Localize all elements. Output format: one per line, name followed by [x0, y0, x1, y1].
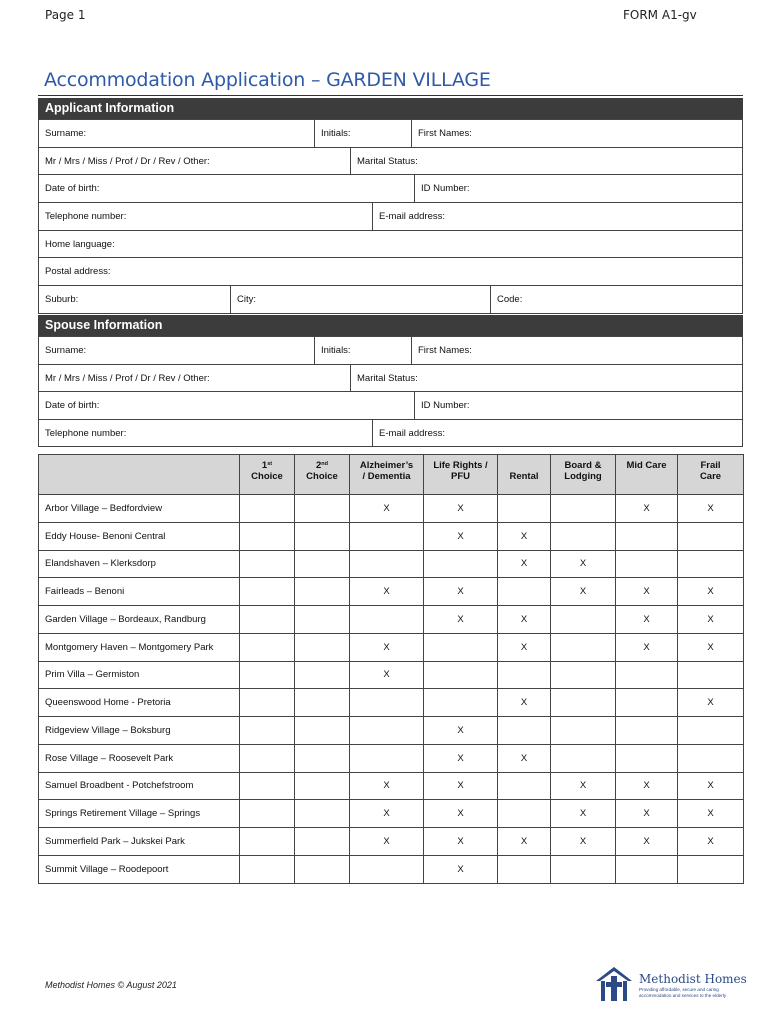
- alzheimers-cell: X: [350, 495, 424, 523]
- second-choice-cell[interactable]: [295, 633, 350, 661]
- table-row: [39, 689, 744, 717]
- village-name: Rose Village – Roosevelt Park: [39, 744, 240, 772]
- first-choice-cell[interactable]: [240, 606, 295, 634]
- spouse-dob-field[interactable]: Date of birth:: [45, 400, 100, 411]
- first-choice-header: 1st Choice: [240, 455, 295, 495]
- frail-care-cell: X: [678, 578, 744, 606]
- first-choice-cell[interactable]: [240, 578, 295, 606]
- second-choice-cell[interactable]: [295, 828, 350, 856]
- first-choice-cell[interactable]: [240, 855, 295, 883]
- applicant-id-number-field[interactable]: ID Number:: [414, 175, 742, 202]
- alzheimers-cell: [350, 855, 424, 883]
- mid-care-cell: [616, 744, 678, 772]
- rental-cell: [498, 772, 551, 800]
- board-lodging-header: Board & Lodging: [551, 455, 616, 495]
- mid-care-cell: X: [616, 578, 678, 606]
- village-name: Arbor Village – Bedfordview: [39, 495, 240, 523]
- life-rights-cell: X: [424, 606, 498, 634]
- frail-care-cell: [678, 550, 744, 578]
- rental-cell: X: [498, 633, 551, 661]
- alzheimers-cell: X: [350, 800, 424, 828]
- frail-care-cell: X: [678, 828, 744, 856]
- applicant-row-dob: [39, 174, 742, 202]
- life-rights-cell: [424, 550, 498, 578]
- applicant-form: [38, 119, 743, 314]
- mid-care-cell: X: [616, 606, 678, 634]
- life-rights-cell: X: [424, 800, 498, 828]
- applicant-first-names-field[interactable]: First Names:: [411, 120, 742, 147]
- mid-care-cell: [616, 550, 678, 578]
- alzheimers-cell: [350, 689, 424, 717]
- life-rights-cell: X: [424, 772, 498, 800]
- logo-tagline: Providing affordable, secure and caring accommodation and services to the elderly: [639, 987, 727, 998]
- life-rights-cell: X: [424, 744, 498, 772]
- board-lodging-cell: [551, 661, 616, 689]
- alzheimers-cell: X: [350, 772, 424, 800]
- table-row: [39, 717, 744, 745]
- alzheimers-cell: [350, 550, 424, 578]
- first-choice-cell[interactable]: [240, 800, 295, 828]
- spouse-title-field[interactable]: Mr / Mrs / Miss / Prof / Dr / Rev / Other:: [45, 372, 210, 384]
- board-lodging-cell: [551, 855, 616, 883]
- spouse-email-field[interactable]: E-mail address:: [372, 420, 742, 447]
- rental-cell: X: [498, 689, 551, 717]
- mid-care-cell: X: [616, 495, 678, 523]
- life-rights-cell: X: [424, 717, 498, 745]
- spouse-first-names-field[interactable]: First Names:: [411, 337, 742, 364]
- spouse-id-number-field[interactable]: ID Number:: [414, 392, 742, 419]
- village-name: Fairleads – Benoni: [39, 578, 240, 606]
- rental-cell: [498, 855, 551, 883]
- second-choice-cell[interactable]: [295, 661, 350, 689]
- applicant-initials-field[interactable]: Initials:: [314, 120, 411, 147]
- table-row: [39, 495, 744, 523]
- frail-care-cell: X: [678, 772, 744, 800]
- mid-care-cell: [616, 661, 678, 689]
- frail-care-cell: X: [678, 633, 744, 661]
- applicant-title-field[interactable]: Mr / Mrs / Miss / Prof / Dr / Rev / Other:: [45, 155, 210, 167]
- applicant-city-field[interactable]: City:: [230, 286, 490, 313]
- rental-cell: X: [498, 550, 551, 578]
- applicant-telephone-field[interactable]: Telephone number:: [45, 211, 127, 223]
- village-name: Samuel Broadbent - Potchefstroom: [39, 772, 240, 800]
- rental-cell: X: [498, 606, 551, 634]
- board-lodging-cell: [551, 606, 616, 634]
- footer-copyright: Methodist Homes © August 2021: [45, 980, 177, 990]
- alzheimers-cell: X: [350, 828, 424, 856]
- rental-cell: [498, 578, 551, 606]
- applicant-row-title: [39, 147, 742, 175]
- spouse-surname-field[interactable]: Surname:: [45, 345, 87, 356]
- second-choice-cell[interactable]: [295, 495, 350, 523]
- spouse-row-contact: [39, 419, 742, 447]
- board-lodging-cell: X: [551, 800, 616, 828]
- title-divider: [38, 95, 743, 96]
- board-lodging-cell: [551, 495, 616, 523]
- board-lodging-cell: X: [551, 550, 616, 578]
- alzheimers-cell: X: [350, 633, 424, 661]
- table-row: [39, 550, 744, 578]
- village-name: Summerfield Park – Jukskei Park: [39, 828, 240, 856]
- spouse-row-dob: [39, 391, 742, 419]
- alzheimers-header: Alzheimer’s / Dementia: [350, 455, 424, 495]
- frail-care-cell: X: [678, 689, 744, 717]
- second-choice-cell[interactable]: [295, 855, 350, 883]
- second-choice-cell[interactable]: [295, 772, 350, 800]
- village-name: Garden Village – Bordeaux, Randburg: [39, 606, 240, 634]
- applicant-marital-status-field[interactable]: Marital Status:: [350, 148, 742, 175]
- applicant-dob-field[interactable]: Date of birth:: [45, 183, 100, 195]
- village-name: Elandshaven – Klerksdorp: [39, 550, 240, 578]
- table-row: [39, 744, 744, 772]
- table-row: [39, 633, 744, 661]
- applicant-row-language: [39, 230, 742, 258]
- first-choice-cell[interactable]: [240, 689, 295, 717]
- mid-care-cell: [616, 522, 678, 550]
- village-name: Montgomery Haven – Montgomery Park: [39, 633, 240, 661]
- frail-care-cell: [678, 522, 744, 550]
- second-choice-cell[interactable]: [295, 522, 350, 550]
- life-rights-cell: X: [424, 495, 498, 523]
- applicant-row-locality: [39, 285, 742, 313]
- table-header-row: [39, 455, 744, 495]
- alzheimers-cell: X: [350, 578, 424, 606]
- table-row: [39, 772, 744, 800]
- life-rights-cell: X: [424, 522, 498, 550]
- form-code: FORM A1-gv: [623, 8, 697, 22]
- board-lodging-cell: [551, 689, 616, 717]
- applicant-suburb-field[interactable]: Suburb:: [45, 294, 79, 306]
- spouse-telephone-field[interactable]: Telephone number:: [45, 427, 127, 439]
- village-choice-table: [38, 454, 744, 884]
- applicant-row-contact: [39, 202, 742, 230]
- spouse-row-title: [39, 364, 742, 392]
- first-choice-cell[interactable]: [240, 550, 295, 578]
- applicant-code-field[interactable]: Code:: [490, 286, 742, 313]
- applicant-home-language-field[interactable]: Home language:: [45, 238, 115, 250]
- applicant-section-header: Applicant Information: [38, 98, 743, 119]
- frail-care-cell: [678, 744, 744, 772]
- alzheimers-cell: [350, 522, 424, 550]
- mid-care-cell: [616, 855, 678, 883]
- rental-cell: [498, 800, 551, 828]
- applicant-row-name: [39, 119, 742, 147]
- mid-care-cell: [616, 717, 678, 745]
- rental-cell: [498, 661, 551, 689]
- board-lodging-cell: X: [551, 772, 616, 800]
- village-name: Ridgeview Village – Boksburg: [39, 717, 240, 745]
- board-lodging-cell: [551, 633, 616, 661]
- rental-cell: X: [498, 522, 551, 550]
- village-name: Prim Villa – Germiston: [39, 661, 240, 689]
- second-choice-cell[interactable]: [295, 717, 350, 745]
- table-row: [39, 606, 744, 634]
- life-rights-cell: X: [424, 828, 498, 856]
- board-lodging-cell: [551, 522, 616, 550]
- applicant-email-field[interactable]: E-mail address:: [372, 203, 742, 230]
- rental-cell: [498, 717, 551, 745]
- life-rights-cell: X: [424, 855, 498, 883]
- table-row: [39, 800, 744, 828]
- frail-care-cell: X: [678, 495, 744, 523]
- rental-cell: X: [498, 744, 551, 772]
- life-rights-cell: [424, 689, 498, 717]
- alzheimers-cell: X: [350, 661, 424, 689]
- rental-header: Rental: [498, 455, 551, 495]
- house-cross-icon: [593, 962, 637, 1006]
- logo-name: Methodist Homes: [639, 972, 747, 986]
- spouse-form: [38, 336, 743, 447]
- alzheimers-cell: [350, 606, 424, 634]
- applicant-surname-field[interactable]: Surname:: [45, 128, 87, 139]
- village-name: Queenswood Home - Pretoria: [39, 689, 240, 717]
- mid-care-cell: X: [616, 772, 678, 800]
- alzheimers-cell: [350, 744, 424, 772]
- rental-cell: [498, 495, 551, 523]
- board-lodging-cell: [551, 717, 616, 745]
- village-rows: [39, 495, 744, 884]
- first-choice-cell[interactable]: [240, 717, 295, 745]
- first-choice-cell[interactable]: [240, 744, 295, 772]
- board-lodging-cell: X: [551, 578, 616, 606]
- table-row: [39, 578, 744, 606]
- second-choice-cell[interactable]: [295, 606, 350, 634]
- second-choice-cell[interactable]: [295, 744, 350, 772]
- first-choice-cell[interactable]: [240, 828, 295, 856]
- first-choice-cell[interactable]: [240, 633, 295, 661]
- second-choice-cell[interactable]: [295, 689, 350, 717]
- frail-care-cell: [678, 661, 744, 689]
- alzheimers-cell: [350, 717, 424, 745]
- second-choice-header: 2nd Choice: [295, 455, 350, 495]
- spouse-marital-status-field[interactable]: Marital Status:: [350, 365, 742, 392]
- page-title: Accommodation Application – GARDEN VILLAGE: [44, 69, 491, 91]
- village-name: Eddy House- Benoni Central: [39, 522, 240, 550]
- mid-care-cell: X: [616, 633, 678, 661]
- mid-care-cell: [616, 689, 678, 717]
- frail-care-cell: [678, 855, 744, 883]
- first-choice-cell[interactable]: [240, 522, 295, 550]
- page-number: Page 1: [45, 8, 86, 22]
- first-choice-cell[interactable]: [240, 495, 295, 523]
- board-lodging-cell: X: [551, 828, 616, 856]
- mid-care-header: Mid Care: [616, 455, 678, 495]
- table-row: [39, 855, 744, 883]
- table-row: [39, 661, 744, 689]
- frail-care-cell: X: [678, 800, 744, 828]
- first-choice-cell[interactable]: [240, 772, 295, 800]
- spouse-section-header: Spouse Information: [38, 315, 743, 336]
- village-name: Springs Retirement Village – Springs: [39, 800, 240, 828]
- life-rights-cell: [424, 661, 498, 689]
- second-choice-cell[interactable]: [295, 800, 350, 828]
- applicant-row-postal: [39, 257, 742, 285]
- second-choice-cell[interactable]: [295, 578, 350, 606]
- second-choice-cell[interactable]: [295, 550, 350, 578]
- table-row: [39, 828, 744, 856]
- methodist-homes-logo: [593, 962, 747, 1007]
- mid-care-cell: X: [616, 828, 678, 856]
- frail-care-cell: [678, 717, 744, 745]
- frail-care-header: Frail Care: [678, 455, 744, 495]
- village-column-header: [39, 455, 240, 495]
- board-lodging-cell: [551, 744, 616, 772]
- village-name: Summit Village – Roodepoort: [39, 855, 240, 883]
- spouse-row-name: [39, 336, 742, 364]
- frail-care-cell: X: [678, 606, 744, 634]
- mid-care-cell: X: [616, 800, 678, 828]
- first-choice-cell[interactable]: [240, 661, 295, 689]
- life-rights-cell: [424, 633, 498, 661]
- life-rights-header: Life Rights / PFU: [424, 455, 498, 495]
- spouse-initials-field[interactable]: Initials:: [314, 337, 411, 364]
- rental-cell: X: [498, 828, 551, 856]
- applicant-postal-address-field[interactable]: Postal address:: [45, 266, 111, 278]
- life-rights-cell: X: [424, 578, 498, 606]
- table-row: [39, 522, 744, 550]
